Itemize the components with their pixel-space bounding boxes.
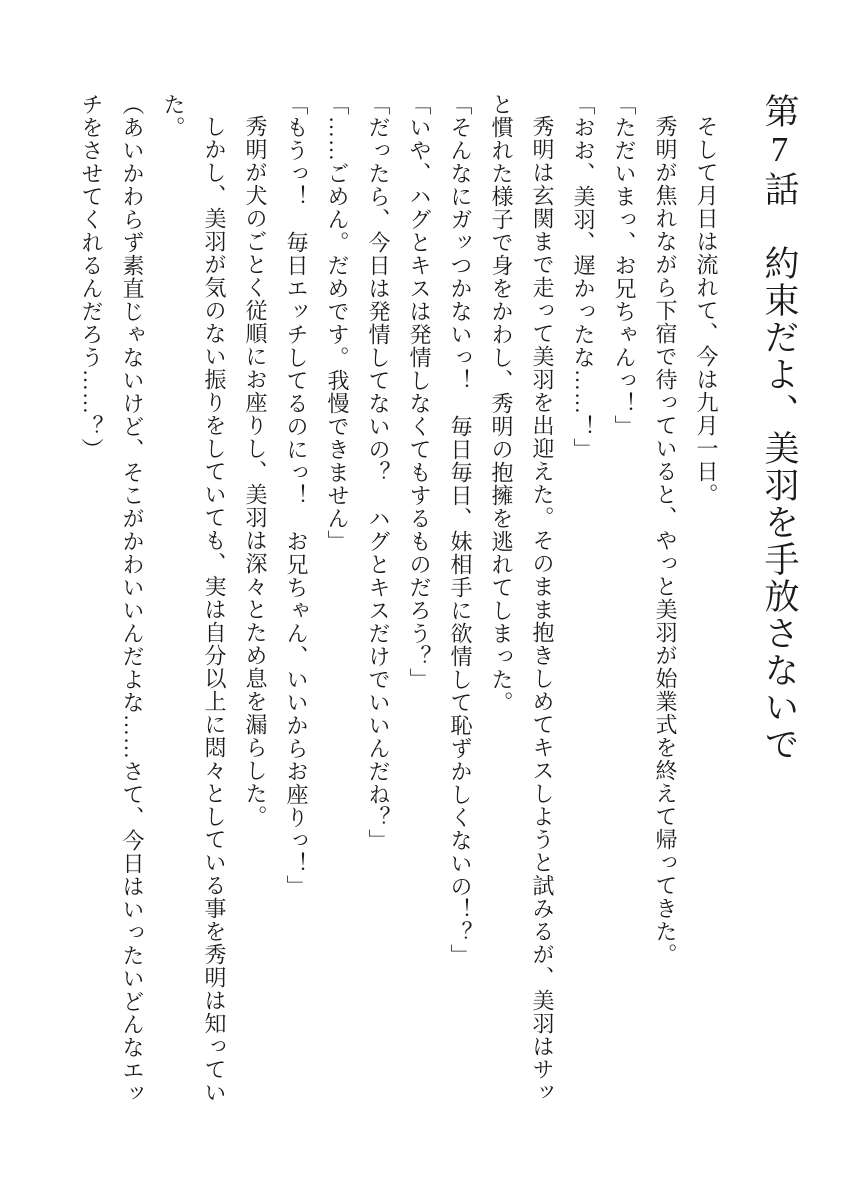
paragraph-dialogue: 「ただいまっ、お兄ちゃんっ！」 — [612, 93, 637, 438]
paragraph-dialogue: 「そんなにガッつかないっ！ 毎日毎日、妹相手に欲情して恥ずかしくないの！？」 — [448, 93, 473, 967]
paragraph-narrative: 秀明は玄関まで走って美羽を出迎えた。そのまま抱きしめてキスしようと試みるが、美羽はサッと慣れた様子で身をかわし、秀明の抱擁を逃れてしまった。 — [489, 93, 555, 1104]
paragraph-narrative: 秀明が焦れながら下宿で待っていると、やっと美羽が始業式を終えて帰ってきた。 — [653, 115, 678, 966]
vertical-text-flow — [71, 93, 800, 1113]
paragraph-narrative: 秀明が犬のごとく従順にお座りし、美羽は深々とため息を漏らした。 — [243, 115, 268, 828]
paragraph-dialogue: 「いや、ハグとキスは発情しなくてもするものだろう？」 — [407, 93, 432, 691]
paragraph-dialogue: 「おお、美羽、遅かったな……！」 — [571, 93, 596, 461]
chapter-title: 第7話 約束だよ、美羽を手放さないで — [760, 93, 799, 763]
paragraph-narrative: しかし、美羽が気のない振りをしていても、実は自分以上に悶々としている事を秀明は知っていた。 — [161, 93, 227, 1104]
paragraph-container — [71, 93, 727, 1113]
paragraph-dialogue: 「もうっ！ 毎日エッチしてるのにっ！ お兄ちゃん、いいからお座りっ！」 — [284, 93, 309, 898]
paragraph-narrative: そして月日は流れて、今は九月一日。 — [694, 115, 719, 506]
paragraph-thought: （あいかわらず素直じゃないけど、そこがかわいいんだよな……さて、今日はいったいどんなエッチをさせてくれるんだろう……？） — [79, 93, 145, 1105]
paragraph-dialogue: 「だったら、今日は発情してないの？ ハグとキスだけでいいんだね？」 — [366, 93, 391, 852]
paragraph-dialogue: 「……ごめん。だめです。我慢できません」 — [325, 93, 350, 553]
